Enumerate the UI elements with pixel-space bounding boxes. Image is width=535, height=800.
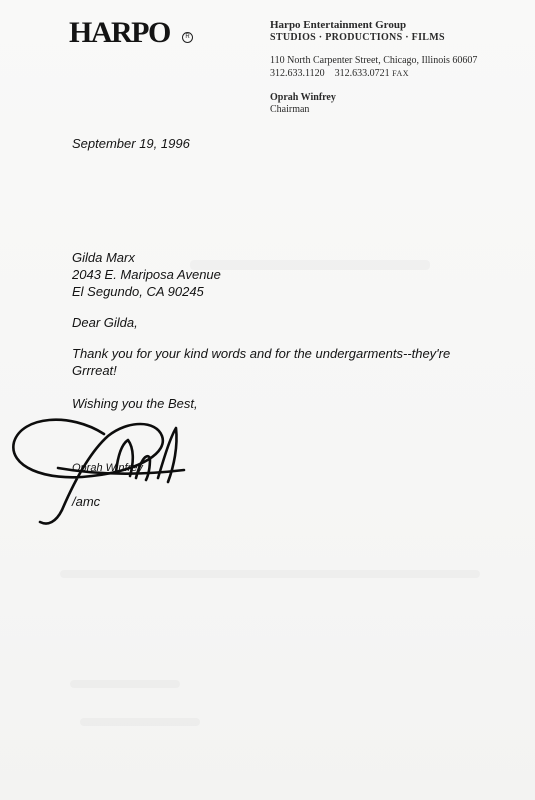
salutation: Dear Gilda, — [72, 315, 138, 330]
bleed-through-mark — [80, 718, 200, 726]
recipient-name: Gilda Marx — [72, 250, 135, 265]
signer-name: Oprah Winfrey — [72, 462, 143, 474]
fax-label: FAX — [392, 69, 410, 78]
letterhead-address: 110 North Carpenter Street, Chicago, Illinois 60607 — [270, 55, 478, 66]
typist-initials: /amc — [72, 494, 101, 509]
registered-mark-icon: R — [182, 32, 193, 43]
letter-date: September 19, 1996 — [72, 136, 190, 151]
body-line-1: Thank you for your kind words and for the undergarments--they're — [72, 346, 451, 361]
bleed-through-mark — [70, 680, 180, 688]
phone-number: 312.633.1120 — [270, 68, 325, 79]
recipient-street: 2043 E. Mariposa Avenue — [72, 267, 221, 282]
letterhead-company: Harpo Entertainment Group — [270, 19, 407, 31]
letterhead-divisions: STUDIOS · PRODUCTIONS · FILMS — [270, 32, 445, 43]
bleed-through-mark — [60, 570, 480, 578]
letterhead-executive-title: Chairman — [270, 104, 310, 115]
letterhead-phones — [270, 68, 409, 79]
closing: Wishing you the Best, — [72, 396, 198, 411]
harpo-logo: HARPO — [69, 16, 170, 49]
signature-letter-stroke — [158, 428, 177, 482]
fax-number: 312.633.0721 — [334, 68, 390, 79]
body-line-2: Grrreat! — [72, 363, 117, 378]
letterhead-executive-name: Oprah Winfrey — [270, 92, 336, 103]
recipient-city: El Segundo, CA 90245 — [72, 284, 204, 299]
bleed-through-mark — [190, 260, 430, 270]
